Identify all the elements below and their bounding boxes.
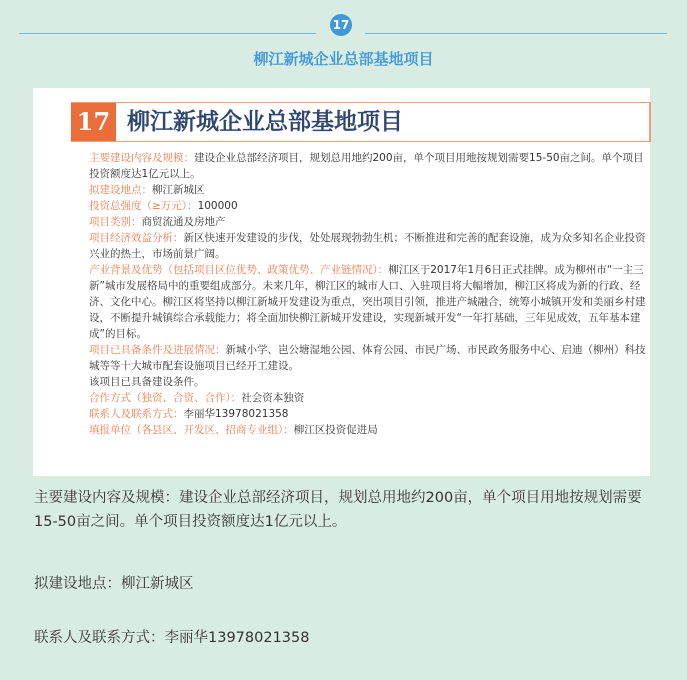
row-text: 李丽华13978021358	[183, 408, 289, 420]
paragraph-scope	[34, 486, 659, 534]
row-label: 产业背景及优势（包括项目区位优势、政策优势、产业链情况）：	[89, 264, 389, 276]
card-row	[71, 342, 651, 374]
card-row	[71, 182, 651, 198]
paragraph-text: 主要建设内容及规模：建设企业总部经济项目，规划总用地约200亩，单个项目用地按规划需要15-50亩之间。单个项目投资额度达1亿元以上。	[34, 490, 642, 530]
row-text: 新城小学、岜公塘湿地公园、体育公园、市民广场、市民政务服务中心、启迪（柳州）科技城等等十大城市配套设施项目已经开工建设。	[89, 344, 646, 372]
row-text: 100000	[197, 200, 238, 212]
paragraph-text: 拟建设地点：柳江新城区	[34, 576, 194, 592]
row-text: 柳江区于2017年1月6日正式挂牌。成为柳州市“一主三新”城市发展格局中的重要组成部分。未来几年，柳江区的城市人口、入驻项目将大幅增加，柳江区将成为新的行政、经济、文化中心。柳江区将坚持以柳江新城开发建设为重点，突出项目引领，推进产城融合，统筹小城镇开发和美丽乡村建设，不断提升城镇综合承载能力；将全面加快柳江新城开发建设，实现新城开发“一年打基础，三年见成效，五年基本建成”的目标。	[89, 264, 646, 340]
card-number: 17	[71, 103, 116, 141]
card-row	[71, 390, 651, 406]
row-label: 项目已具备条件及进展情况：	[89, 344, 226, 356]
divider-left	[19, 33, 316, 34]
paragraph-contact	[34, 626, 659, 650]
row-text: 商贸流通及房地产	[141, 216, 226, 228]
card-body	[71, 150, 651, 438]
row-label: 拟建设地点：	[89, 184, 152, 196]
row-text: 柳江新城区	[152, 184, 205, 196]
card-row	[71, 374, 651, 390]
card-row	[71, 262, 651, 342]
section-title: 柳江新城企业总部基地项目	[253, 50, 434, 68]
row-text: 建设企业总部经济项目，规划总用地约200亩，单个项目用地按规划需要15-50亩之间。单个项目投资额度达1亿元以上。	[89, 152, 644, 180]
card-row	[71, 150, 651, 182]
card-row	[71, 422, 651, 438]
divider-right	[365, 33, 667, 34]
number-badge: 17	[330, 14, 352, 36]
row-text: 该项目已具备建设条件。	[89, 376, 205, 388]
row-text: 社会资本独资	[241, 392, 305, 404]
project-card-image	[33, 88, 650, 476]
card-row	[71, 214, 651, 230]
card-row	[71, 406, 651, 422]
paragraph-text: 联系人及联系方式：李丽华13978021358	[34, 630, 310, 646]
row-label: 填报单位（各县区、开发区、招商专业组）：	[89, 424, 294, 436]
card-header	[71, 102, 651, 142]
paragraph-location	[34, 572, 659, 596]
row-text: 柳江区投资促进局	[293, 424, 378, 436]
row-label: 主要建设内容及规模：	[89, 152, 194, 164]
row-label: 联系人及联系方式：	[89, 408, 184, 420]
row-label: 合作方式（独资、合资、合作）：	[89, 392, 242, 404]
row-text: 新区快速开发建设的步伐，处处展现勃勃生机；不断推进和完善的配套设施，成为众多知名企业投资兴业的热土，市场前景广阔。	[89, 232, 646, 260]
row-label: 项目经济效益分析：	[89, 232, 184, 244]
card-row	[71, 230, 651, 262]
card-title: 柳江新城企业总部基地项目	[127, 108, 403, 135]
row-label: 项目类别：	[89, 216, 142, 228]
card-row	[71, 198, 651, 214]
row-label: 投资总强度（≥万元）：	[89, 200, 198, 212]
